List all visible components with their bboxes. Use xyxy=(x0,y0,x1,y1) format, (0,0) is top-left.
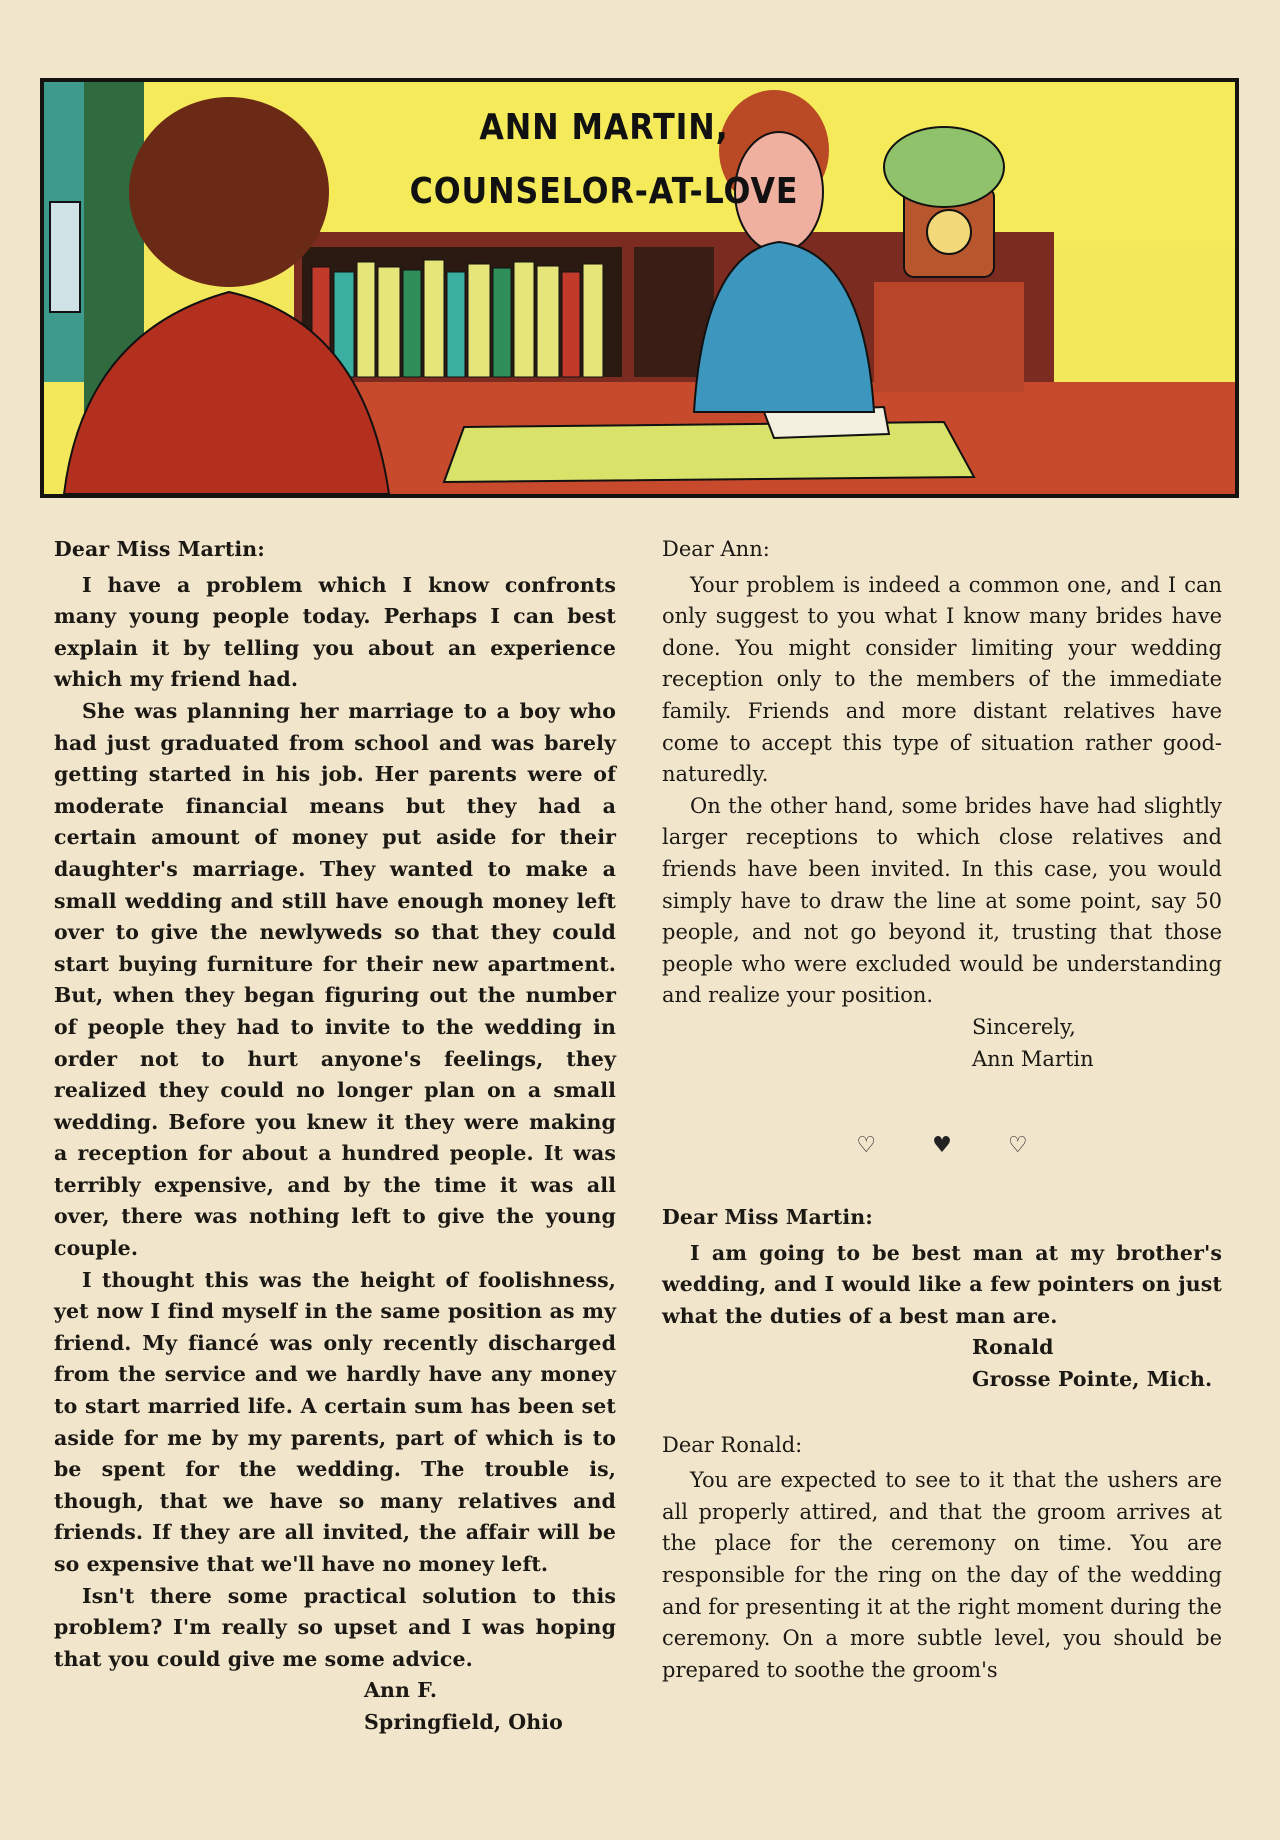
reply-signature: Ann Martin xyxy=(972,1046,1094,1071)
heart-outline-icon: ♡ xyxy=(1007,1133,1028,1159)
heart-outline-icon: ♡ xyxy=(856,1133,877,1159)
left-column xyxy=(54,534,616,1739)
letter-salutation: Dear Miss Martin: xyxy=(54,537,265,561)
right-column xyxy=(662,534,1222,1686)
desk-blotter xyxy=(444,422,974,482)
letter-two-salutation: Dear Miss Martin: xyxy=(662,1205,873,1230)
title-line-1: ANN MARTIN, xyxy=(479,107,729,148)
heart-filled-icon: ♥ xyxy=(932,1133,952,1159)
reply-paragraph: Your problem is indeed a common one, and I can only suggest to you what I know many brides have done. You might consider limiting your wedding reception only to the members of the immediate family. Friends and more distant relatives have come to accept this type of situation rather good-naturedly. xyxy=(662,572,1222,787)
title-line-2: COUNSELOR-AT-LOVE xyxy=(409,171,799,212)
reply-two-salutation: Dear Ronald: xyxy=(662,1432,803,1457)
letter-two xyxy=(662,1202,1222,1396)
letter-two-signature-name: Ronald xyxy=(972,1335,1054,1360)
letter-paragraph: I thought this was the height of foolishness, yet now I find myself in the same position as my friend. My fiancé was only recently discharged from the service and we hardly have any money to start married life. A certain sum has been set aside for me by my parents, part of which is to be spent for the wedding. The trouble is, though, that we have so many relatives and friends. If they are all invited, the affair will be so expensive that we'll have no money left. xyxy=(54,1267,616,1576)
title-panel xyxy=(40,78,1239,498)
letter-paragraph: She was planning her marriage to a boy who had just graduated from school and was barely getting started in his job. Her parents were of moderate financial means but they had a certain amount of money put aside for their daughter's marriage. They wanted to make a small wedding and still have enough money left over to give the newlyweds so that they could start buying furniture for their new apartment. But, when they began figuring out the number of people they had to invite to the wedding in order not to hurt anyone's feelings, they realized they could no longer plan on a small wedding. Before you knew it they were making a reception for about a hundred people. It was terribly expensive, and by the time it was all over, there was nothing left to give the young couple. xyxy=(54,698,616,1261)
title-caption xyxy=(374,96,834,224)
reply-salutation: Dear Ann: xyxy=(662,537,770,561)
spacer xyxy=(662,1396,1222,1430)
reply-one xyxy=(662,534,1222,1075)
letter-two-signature-place: Grosse Pointe, Mich. xyxy=(972,1367,1213,1392)
reply-paragraph: On the other hand, some brides have had slightly larger receptions to which close relatives and friends have been invited. In this case, you would simply have to draw the line at some point, say 50 people, and not go beyond it, trusting that those people who were excluded would be understanding and realize your position. xyxy=(662,793,1222,1008)
letter-paragraph: I have a problem which I know confronts many young people today. Perhaps I can best explain it by telling you about an experience which my friend had. xyxy=(54,572,616,692)
reply-two-paragraph: You are expected to see to it that the ushers are all properly attired, and that the groom arrives at the place for the ceremony on time. You are responsible for the ring on the day of the wedding and for presenting it at the right moment during the ceremony. On a more subtle level, you should be prepared to soothe the groom's xyxy=(662,1468,1222,1682)
letter-paragraph: Isn't there some practical solution to this problem? I'm really so upset and I was hoping that you could give me some advice. xyxy=(54,1583,616,1671)
window-glass xyxy=(50,202,80,312)
plant xyxy=(884,127,1004,207)
reply-two xyxy=(662,1430,1222,1687)
hearts-divider xyxy=(662,1133,1222,1158)
side-cabinet xyxy=(874,282,1024,392)
reply-closing: Sincerely, xyxy=(972,1014,1076,1039)
letter-two-paragraph: I am going to be best man at my brother's wedding, and I would like a few pointers on just what the duties of a best man are. xyxy=(662,1240,1222,1328)
visitor-hair xyxy=(129,97,329,287)
signature-place: Springfield, Ohio xyxy=(364,1709,563,1734)
signature-name: Ann F. xyxy=(364,1678,438,1703)
